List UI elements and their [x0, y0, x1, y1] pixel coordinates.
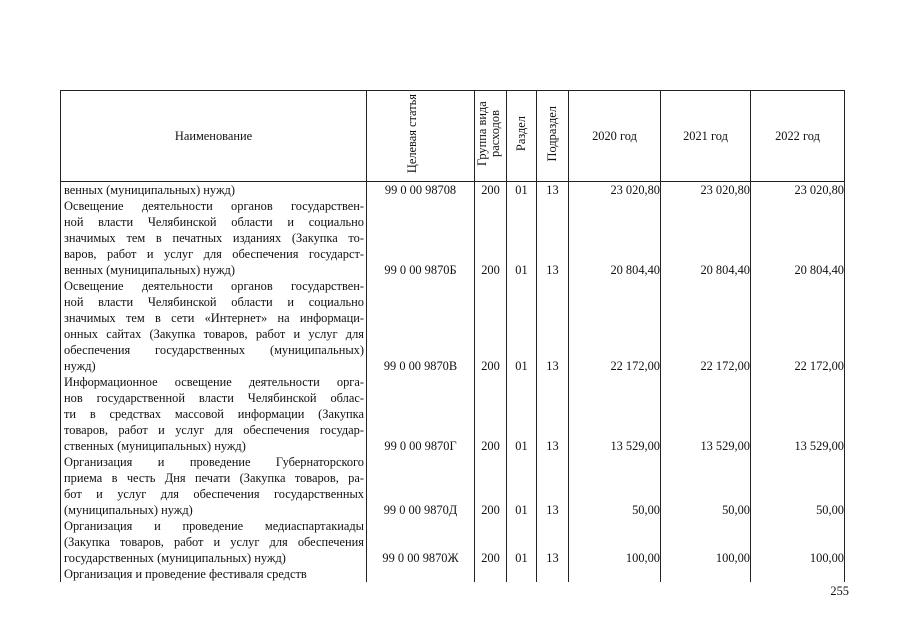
expense-group-cell: 200 [475, 518, 507, 566]
row-name-cell [61, 278, 367, 374]
header-section-label: Раздел [514, 116, 528, 152]
target-article-cell [367, 566, 475, 582]
row-name-line: (Закупка товаров, работ и услуг для обеспечения [64, 535, 364, 549]
row-name-line: Организация и проведение фестиваля средств [64, 567, 307, 581]
header-subsection [537, 91, 569, 182]
row-name-cell [61, 518, 367, 566]
expense-group-cell: 200 [475, 374, 507, 454]
amount-2020-cell: 23 020,80 [569, 182, 661, 199]
subsection-cell [537, 566, 569, 582]
row-name-line: Освещение деятельности органов государствен- [64, 279, 364, 293]
target-article-cell: 99 0 00 9870В [367, 278, 475, 374]
table-row [61, 518, 845, 566]
table-row [61, 454, 845, 518]
expense-group-cell: 200 [475, 182, 507, 199]
expense-group-cell: 200 [475, 454, 507, 518]
row-name-line: Информационное освещение деятельности орга- [64, 375, 364, 389]
row-name-line: нужд) [64, 359, 96, 373]
row-name-line: ной власти Челябинской области и социально [64, 295, 364, 309]
subsection-cell: 13 [537, 374, 569, 454]
target-article-cell: 99 0 00 9870Г [367, 374, 475, 454]
page-number: 255 [830, 584, 849, 598]
row-name-cell [61, 454, 367, 518]
table-body [61, 182, 845, 583]
row-name-line: Организация и проведение Губернаторского [64, 455, 364, 469]
table-row [61, 278, 845, 374]
row-name-line: приема в честь Дня печати (Закупка товаров, ра- [64, 471, 364, 485]
table-row [61, 374, 845, 454]
section-cell [507, 566, 537, 582]
header-2022: 2022 год [751, 91, 845, 182]
row-name-line: значимых тем в сети «Интернет» на информаци- [64, 311, 364, 325]
amount-2022-cell: 20 804,40 [751, 198, 845, 278]
expense-group-cell [475, 566, 507, 582]
section-cell: 01 [507, 518, 537, 566]
row-name-line: значимых тем в печатных изданиях (Закупка то- [64, 231, 364, 245]
header-subsection-label: Подраздел [545, 106, 559, 162]
row-name-line: обеспечения государственных (муниципальных) [64, 343, 364, 357]
row-name-line: бот и услуг для обеспечения государственных [64, 487, 364, 501]
budget-table [60, 90, 845, 582]
amount-2021-cell: 50,00 [661, 454, 751, 518]
section-cell: 01 [507, 278, 537, 374]
section-cell: 01 [507, 182, 537, 199]
header-section [507, 91, 537, 182]
amount-2020-cell: 22 172,00 [569, 278, 661, 374]
amount-2022-cell: 23 020,80 [751, 182, 845, 199]
header-expense-group [475, 91, 507, 182]
amount-2021-cell: 22 172,00 [661, 278, 751, 374]
row-name-cell [61, 182, 367, 199]
amount-2022-cell: 22 172,00 [751, 278, 845, 374]
header-expense-group-label: Группа вида расходов [474, 101, 502, 167]
header-name: Наименование [61, 91, 367, 182]
amount-2020-cell: 20 804,40 [569, 198, 661, 278]
table-row [61, 566, 845, 582]
subsection-cell: 13 [537, 518, 569, 566]
row-name-line: онных сайтах (Закупка товаров, работ и услуг для [64, 327, 364, 341]
amount-2020-cell: 50,00 [569, 454, 661, 518]
subsection-cell: 13 [537, 182, 569, 199]
subsection-cell: 13 [537, 198, 569, 278]
expense-group-cell: 200 [475, 198, 507, 278]
amount-2021-cell: 13 529,00 [661, 374, 751, 454]
amount-2022-cell: 100,00 [751, 518, 845, 566]
target-article-cell: 99 0 00 9870Д [367, 454, 475, 518]
row-name-line: венных (муниципальных) нужд) [64, 183, 235, 197]
row-name-line: венных (муниципальных) нужд) [64, 263, 235, 277]
row-name-line: Организация и проведение медиаспартакиады [64, 519, 364, 533]
section-cell: 01 [507, 454, 537, 518]
table-header-row [61, 91, 845, 182]
section-cell: 01 [507, 198, 537, 278]
row-name-line: государственных (муниципальных) нужд) [64, 551, 286, 565]
row-name-cell [61, 374, 367, 454]
header-target-article [367, 91, 475, 182]
row-name-line: ственных (муниципальных) нужд) [64, 439, 246, 453]
row-name-line: товаров, работ и услуг для обеспечения государ- [64, 423, 364, 437]
subsection-cell: 13 [537, 278, 569, 374]
amount-2021-cell [661, 566, 751, 582]
amount-2021-cell: 23 020,80 [661, 182, 751, 199]
table-row [61, 182, 845, 199]
table-row [61, 198, 845, 278]
row-name-line: (муниципальных) нужд) [64, 503, 193, 517]
amount-2021-cell: 100,00 [661, 518, 751, 566]
amount-2022-cell [751, 566, 845, 582]
row-name-line: ти в средствах массовой информации (Закупка [64, 407, 364, 421]
header-2021: 2021 год [661, 91, 751, 182]
row-name-line: варов, работ и услуг для обеспечения государст- [64, 247, 364, 261]
section-cell: 01 [507, 374, 537, 454]
header-target-article-label: Целевая статья [404, 94, 419, 174]
amount-2022-cell: 50,00 [751, 454, 845, 518]
row-name-line: Освещение деятельности органов государствен- [64, 199, 364, 213]
row-name-line: нов государственной власти Челябинской облас- [64, 391, 364, 405]
subsection-cell: 13 [537, 454, 569, 518]
target-article-cell: 99 0 00 9870Б [367, 198, 475, 278]
header-2020: 2020 год [569, 91, 661, 182]
row-name-cell [61, 566, 367, 582]
row-name-cell [61, 198, 367, 278]
amount-2020-cell: 13 529,00 [569, 374, 661, 454]
target-article-cell: 99 0 00 98708 [367, 182, 475, 199]
amount-2020-cell [569, 566, 661, 582]
amount-2022-cell: 13 529,00 [751, 374, 845, 454]
amount-2021-cell: 20 804,40 [661, 198, 751, 278]
row-name-line: ной власти Челябинской области и социально [64, 215, 364, 229]
expense-group-cell: 200 [475, 278, 507, 374]
target-article-cell: 99 0 00 9870Ж [367, 518, 475, 566]
amount-2020-cell: 100,00 [569, 518, 661, 566]
